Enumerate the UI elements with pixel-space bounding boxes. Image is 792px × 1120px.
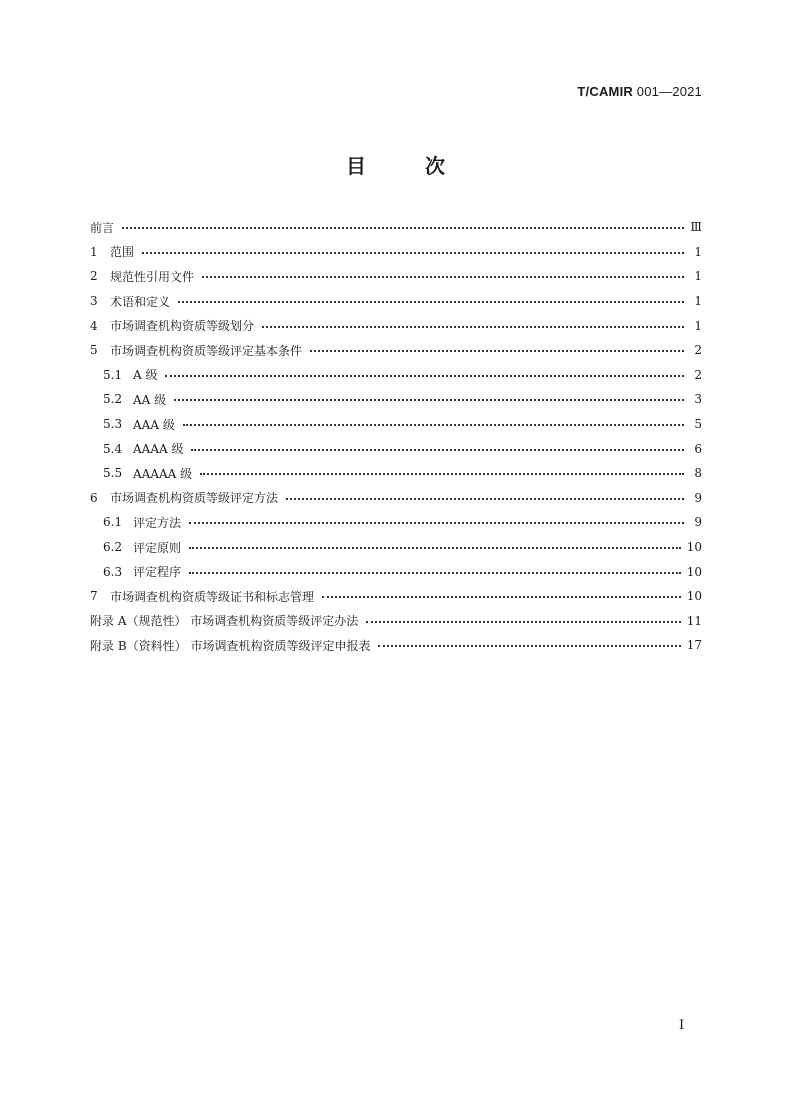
toc-entry-page: 9 [694, 515, 702, 530]
toc-entry-5-4[interactable] [90, 436, 702, 461]
page-title-part1: 目 [346, 154, 367, 178]
toc-entry-page: 10 [686, 564, 702, 579]
toc-entry-page: 5 [694, 417, 702, 432]
toc-entry-5-2[interactable] [90, 387, 702, 412]
toc-entry-5[interactable] [90, 338, 702, 363]
toc-entry-page: 17 [686, 638, 702, 653]
toc-entry-number: 4 [90, 318, 98, 333]
toc-entry-page: 1 [694, 294, 702, 309]
toc-entry-page: 1 [694, 318, 702, 333]
toc-entry-label: 规范性引用文件 [110, 269, 195, 284]
page-title-part2: 次 [425, 154, 446, 178]
toc-leader-dots [322, 596, 681, 598]
toc-entry-number: 6.1 [103, 515, 123, 530]
toc-entry-number: 3 [90, 294, 98, 309]
toc-entry-label: 附录 A（规范性） 市场调查机构资质等级评定办法 [90, 614, 359, 629]
toc-entry-label: 市场调查机构资质等级划分 [110, 319, 255, 334]
toc-entry-number: 5.2 [103, 392, 123, 407]
toc-leader-dots [366, 621, 680, 623]
page-title [0, 150, 792, 179]
toc-entry-page: 2 [694, 343, 702, 358]
toc-entry-appendix-a[interactable] [90, 609, 702, 634]
toc-entry-label: 市场调查机构资质等级评定基本条件 [110, 343, 303, 358]
toc-entry-label: 市场调查机构资质等级证书和标志管理 [110, 589, 315, 604]
toc-entry-2[interactable] [90, 264, 702, 289]
toc-entry-page: Ⅲ [690, 220, 702, 235]
toc-entry-number: 5.4 [103, 441, 123, 456]
toc-entry-number: 1 [90, 244, 98, 259]
table-of-contents [90, 215, 702, 658]
toc-entry-6-3[interactable] [90, 559, 702, 584]
toc-entry-number: 5 [90, 343, 98, 358]
toc-entry-page: 2 [694, 367, 702, 382]
toc-leader-dots [310, 350, 684, 352]
toc-entry-1[interactable] [90, 240, 702, 265]
toc-entry-label: 前言 [90, 220, 115, 235]
toc-entry-3[interactable] [90, 289, 702, 314]
toc-entry-label: 市场调查机构资质等级评定方法 [110, 491, 279, 506]
toc-entry-6[interactable] [90, 486, 702, 511]
toc-entry-label: AAAAA 级 [133, 466, 193, 481]
toc-leader-dots [262, 326, 684, 328]
toc-entry-label: AAA 级 [133, 417, 175, 432]
toc-entry-7[interactable] [90, 584, 702, 609]
toc-leader-dots [142, 252, 684, 254]
toc-entry-label: 评定原则 [133, 540, 182, 555]
toc-entry-label: 评定方法 [133, 515, 182, 530]
toc-entry-label: 附录 B（资料性） 市场调查机构资质等级评定申报表 [90, 638, 371, 653]
toc-entry-6-1[interactable] [90, 510, 702, 535]
document-code-number: 001—2021 [636, 84, 702, 99]
toc-entry-page: 1 [694, 244, 702, 259]
toc-entry-4[interactable] [90, 313, 702, 338]
toc-leader-dots [378, 645, 680, 647]
toc-entry-6-2[interactable] [90, 535, 702, 560]
toc-entry-number: 7 [90, 589, 98, 604]
toc-entry-page: 10 [686, 589, 702, 604]
toc-entry-page: 3 [694, 392, 702, 407]
toc-entry-page: 10 [686, 540, 702, 555]
toc-entry-label: A 级 [133, 368, 158, 383]
document-code-prefix: T/CAMIR [577, 84, 633, 99]
toc-entry-page: 11 [686, 613, 702, 628]
toc-leader-dots [189, 522, 684, 524]
toc-entry-label: 评定程序 [133, 565, 182, 580]
toc-entry-number: 2 [90, 269, 98, 284]
page-number: I [679, 1018, 685, 1033]
toc-entry-label: 范围 [110, 245, 135, 260]
document-code [577, 84, 702, 99]
toc-entry-appendix-b[interactable] [90, 633, 702, 658]
toc-entry-page: 9 [694, 490, 702, 505]
toc-entry-number: 5.3 [103, 417, 123, 432]
toc-entry-number: 6.3 [103, 564, 123, 579]
toc-entry-number: 5.1 [103, 367, 123, 382]
toc-entry-page: 8 [694, 466, 702, 481]
toc-entry-page: 6 [694, 441, 702, 456]
toc-entry-label: AA 级 [133, 392, 167, 407]
toc-entry-label: 术语和定义 [110, 294, 171, 309]
toc-leader-dots [200, 473, 684, 475]
toc-entry-number: 6 [90, 490, 98, 505]
toc-leader-dots [191, 449, 684, 451]
toc-leader-dots [165, 375, 684, 377]
toc-entry-foreword[interactable] [90, 215, 702, 240]
toc-entry-label: AAAA 级 [133, 442, 184, 457]
toc-entry-page: 1 [694, 269, 702, 284]
toc-entry-5-3[interactable] [90, 412, 702, 437]
toc-entry-number: 5.5 [103, 466, 123, 481]
toc-leader-dots [189, 547, 681, 549]
toc-leader-dots [183, 424, 684, 426]
toc-leader-dots [122, 227, 684, 229]
toc-leader-dots [286, 498, 684, 500]
toc-entry-number: 6.2 [103, 540, 123, 555]
toc-entry-5-5[interactable] [90, 461, 702, 486]
toc-entry-5-1[interactable] [90, 363, 702, 388]
toc-leader-dots [178, 301, 684, 303]
toc-leader-dots [202, 276, 684, 278]
toc-leader-dots [189, 572, 681, 574]
toc-leader-dots [174, 399, 684, 401]
